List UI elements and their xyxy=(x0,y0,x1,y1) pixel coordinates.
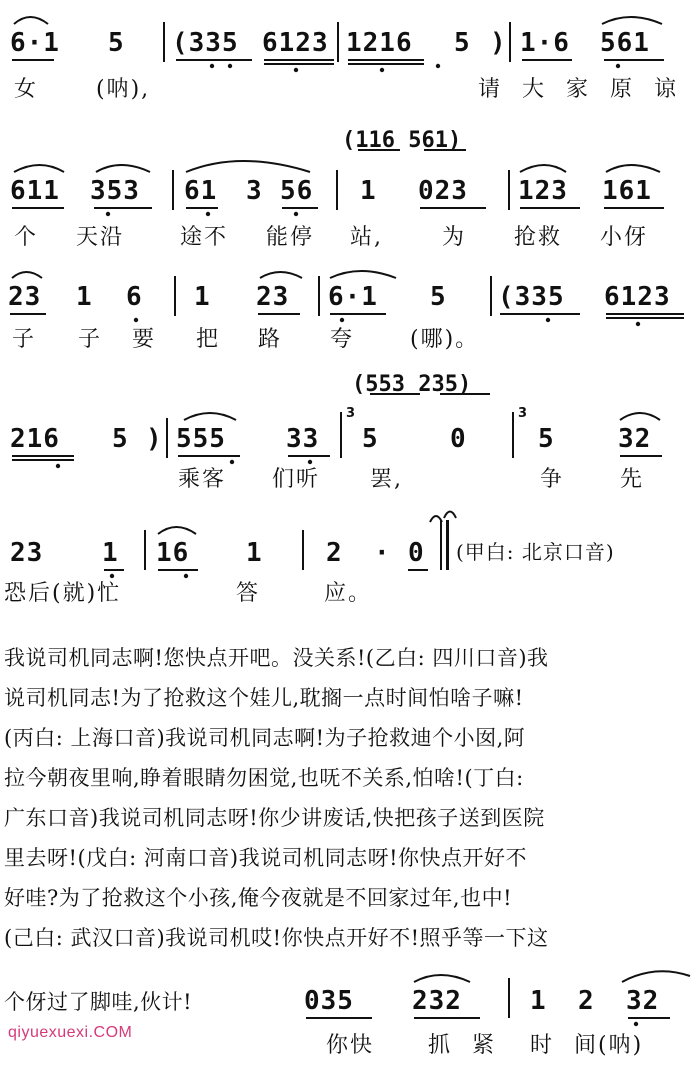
note: 0 xyxy=(450,424,467,454)
lyric: 子 xyxy=(12,327,37,352)
note: 5 xyxy=(108,28,125,58)
lyric: 个 xyxy=(14,225,39,250)
note: (335 xyxy=(498,282,565,312)
note: 1 xyxy=(76,282,93,312)
note: 023 xyxy=(418,176,468,206)
note: 33 xyxy=(286,424,320,454)
note: 561 xyxy=(600,28,650,58)
note: · xyxy=(374,538,391,568)
note: 6·1 xyxy=(328,282,378,312)
lyric: 抓 xyxy=(428,1033,453,1058)
dialogue-line: 里去呀!(戊白: 河南口音)我说司机同志呀!你快点开好不 xyxy=(4,846,528,870)
cue-notes: (553 235) xyxy=(352,372,472,397)
lyric: 夸 xyxy=(330,327,355,352)
watermark: qiyuexuexi.COM xyxy=(8,1024,133,1041)
lyric: 乘客 xyxy=(178,467,227,492)
lyric: 抢救 xyxy=(514,225,563,250)
note: 3 xyxy=(246,176,263,206)
lyric: 途不 xyxy=(180,225,229,250)
grace-note: 3 xyxy=(518,406,528,421)
note: 6 xyxy=(126,282,143,312)
lyric: 大 xyxy=(522,77,547,102)
fermata xyxy=(430,516,442,522)
note: 1216 xyxy=(346,28,413,58)
note: 1 xyxy=(360,176,377,206)
dialogue-line: 广东口音)我说司机同志呀!你少讲废话,快把孩子送到医院 xyxy=(4,806,545,830)
lyric: 天沿 xyxy=(76,225,125,250)
lyric: 路 xyxy=(258,327,283,352)
dialogue-line: 我说司机同志啊!您快点开吧。没关系!(乙白: 四川口音)我 xyxy=(4,646,549,670)
lyric: 原 xyxy=(610,77,635,102)
lyric: 把 xyxy=(196,327,221,352)
lyric: 女 xyxy=(14,77,39,102)
note: 216 xyxy=(10,424,60,454)
lyric: 为 xyxy=(442,225,467,250)
lyric: 间(呐) xyxy=(574,1033,644,1058)
note: 0 xyxy=(408,538,425,568)
lyric: 争 xyxy=(540,467,565,492)
note: 1 xyxy=(194,282,211,312)
note: 2 xyxy=(326,538,343,568)
note: ) xyxy=(490,28,507,58)
dialogue-line: 个伢过了脚哇,伙计! xyxy=(4,990,193,1014)
note: 353 xyxy=(90,176,140,206)
cue-notes: (116 561) xyxy=(342,128,462,153)
note: 1 xyxy=(530,986,547,1016)
lyric: 先 xyxy=(620,467,645,492)
lyric: 应。 xyxy=(324,581,373,606)
slurs xyxy=(12,17,690,982)
lyric: 家 xyxy=(566,77,591,102)
note: 2 xyxy=(578,986,595,1016)
lyric: 你快 xyxy=(326,1033,375,1058)
note: 61 xyxy=(184,176,218,206)
note: 035 xyxy=(304,986,354,1016)
dialogue-line: 说司机同志!为了抢救这个娃儿,耽搁一点时间怕啥子嘛! xyxy=(4,686,524,710)
lyric: 们听 xyxy=(272,467,321,492)
note: 232 xyxy=(412,986,462,1016)
note: 23 xyxy=(8,282,42,312)
lyric: 小伢 xyxy=(600,225,649,250)
note: 1·6 xyxy=(520,28,570,58)
grace-note: 3 xyxy=(346,406,356,421)
underlines xyxy=(10,60,684,1018)
note: 1 xyxy=(102,538,119,568)
note: (335 xyxy=(172,28,239,58)
note: ) xyxy=(146,424,163,454)
note: 16 xyxy=(156,538,190,568)
lyric: 请 xyxy=(478,77,503,102)
lyric: 答 xyxy=(236,581,261,606)
note: 5 xyxy=(538,424,555,454)
lyric: 恐后(就)忙 xyxy=(4,581,122,606)
lyric: 谅 xyxy=(654,77,679,102)
lyric: (哪)。 xyxy=(410,327,480,352)
note: 123 xyxy=(518,176,568,206)
dialogue-line: 拉今朝夜里响,睁着眼睛勿困觉,也呒不关系,怕啥!(丁白: xyxy=(4,766,524,790)
lyric: 罢, xyxy=(370,467,403,492)
note: 23 xyxy=(256,282,290,312)
note: 6123 xyxy=(262,28,329,58)
note: 1 xyxy=(246,538,263,568)
lyric: 紧 xyxy=(472,1033,497,1058)
note: 5 xyxy=(430,282,447,312)
note: 56 xyxy=(280,176,314,206)
dialogue-line: (丙白: 上海口音)我说司机同志啊!为子抢救迪个小囡,阿 xyxy=(4,726,526,750)
lyric: 时 xyxy=(530,1033,555,1058)
note: 6123 xyxy=(604,282,671,312)
dialogue-line: (己白: 武汉口音)我说司机哎!你快点开好不!照乎等一下这 xyxy=(4,926,549,950)
spoken-cue: (甲白: 北京口音) xyxy=(456,540,615,564)
note: 6·1 xyxy=(10,28,60,58)
note: 161 xyxy=(602,176,652,206)
note: 5 xyxy=(112,424,129,454)
lyric: 子 xyxy=(78,327,103,352)
lyric: 能停 xyxy=(266,225,315,250)
note: 32 xyxy=(626,986,660,1016)
note: 611 xyxy=(10,176,60,206)
note: 5 xyxy=(454,28,471,58)
dialogue-line: 好哇?为了抢救这个小孩,俺今夜就是不回家过年,也中! xyxy=(4,886,513,910)
lyric: (呐), xyxy=(96,77,151,102)
lyric: 站, xyxy=(350,225,383,250)
note: 555 xyxy=(176,424,226,454)
note: 32 xyxy=(618,424,652,454)
note: 5 xyxy=(362,424,379,454)
lyric: 要 xyxy=(132,327,157,352)
note: 23 xyxy=(10,538,44,568)
